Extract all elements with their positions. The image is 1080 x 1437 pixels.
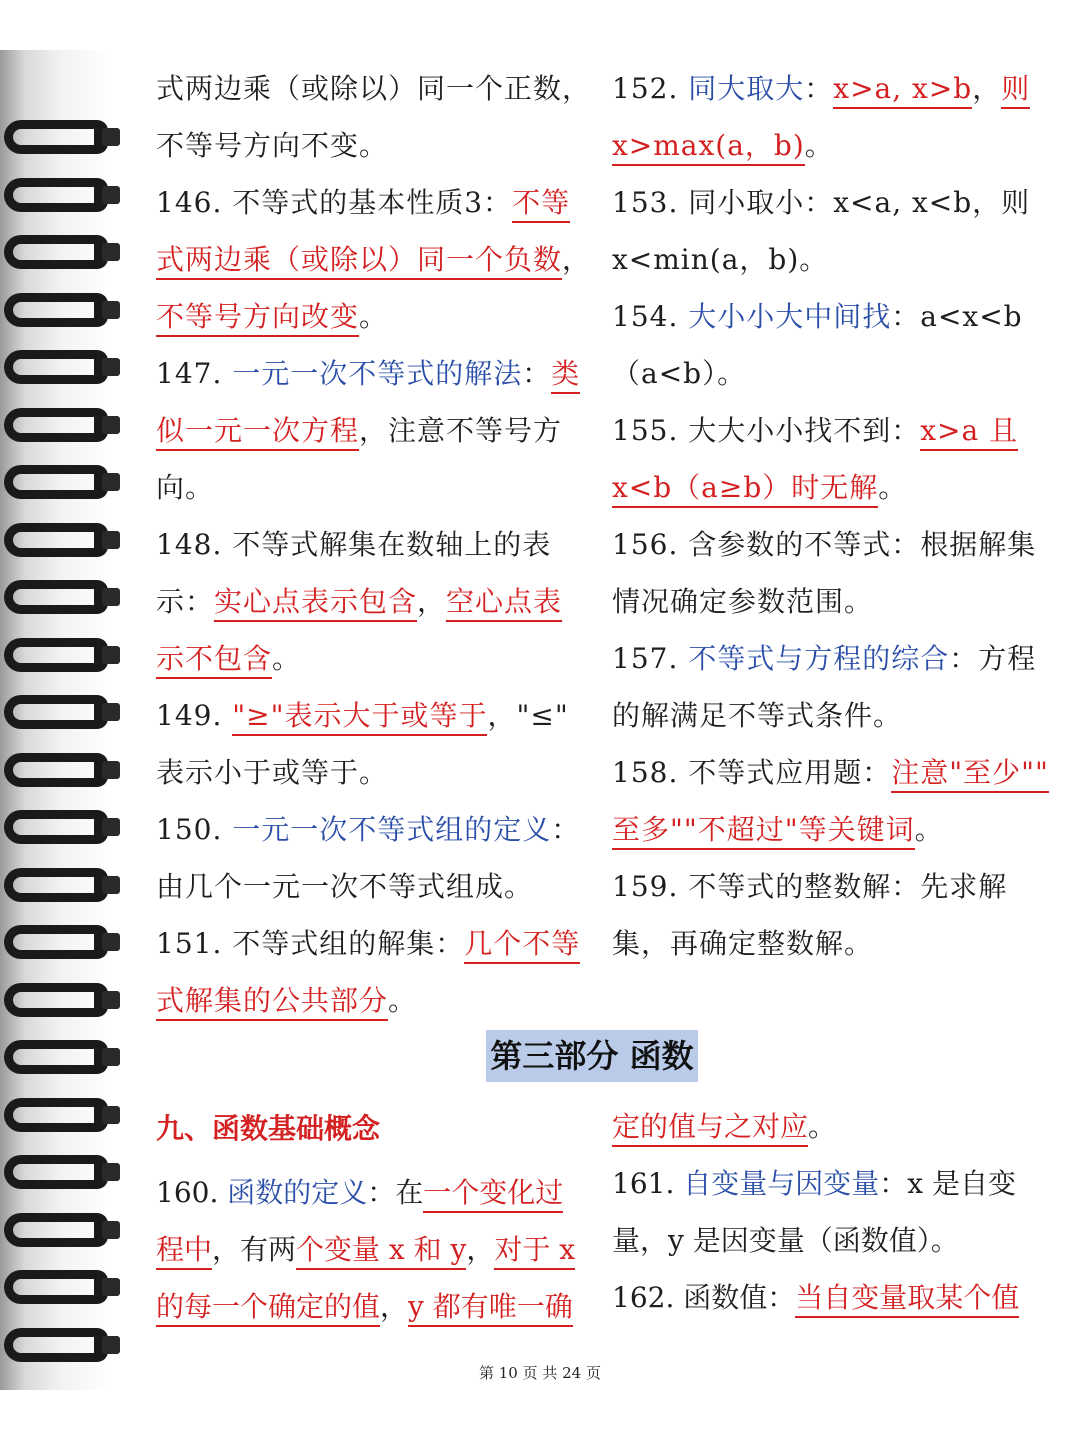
body-text: 向。 (156, 471, 215, 504)
text-line (612, 231, 1032, 288)
ring-loop (4, 120, 108, 154)
text-line (156, 573, 576, 630)
text-line (156, 60, 592, 117)
highlighted-text: 当自变量取某个值 (795, 1281, 1019, 1318)
ring-loop (4, 695, 108, 729)
body-text: 157. (612, 642, 689, 675)
ring-hole (102, 933, 120, 951)
text-line (612, 345, 1032, 402)
text-line (156, 858, 576, 915)
binding-ring (0, 1270, 120, 1310)
body-text: 由几个一元一次不等式组成。 (156, 870, 534, 903)
body-text: 159. 不等式的整数解：先求解 (612, 870, 1008, 903)
highlighted-text: 的每一个确定的值 (156, 1290, 380, 1327)
body-text: 。 (359, 300, 389, 333)
binding-ring (0, 868, 120, 908)
binding-ring (0, 1155, 120, 1195)
key-term: 函数的定义 (227, 1176, 368, 1209)
binding-ring (0, 1213, 120, 1253)
key-term: 自变量与因变量 (683, 1167, 880, 1200)
binding-ring (0, 1098, 120, 1138)
highlighted-text: 至多""不超过"等关键词 (612, 813, 915, 850)
text-line (156, 1278, 576, 1335)
ring-hole (102, 473, 120, 491)
highlighted-text: x>a 且 (920, 414, 1018, 451)
ring-loop (4, 810, 108, 844)
body-text: 。 (388, 984, 418, 1017)
text-line (612, 1098, 1032, 1155)
binding-ring (0, 178, 120, 218)
body-text: 158. 不等式应用题： (612, 756, 892, 789)
text-line (612, 1155, 1032, 1212)
binding-ring (0, 1040, 120, 1080)
body-text: 集，再确定整数解。 (612, 927, 874, 960)
page-footer: 第 10 页 共 24 页 (478, 1364, 601, 1382)
body-text: ，"≤" (487, 699, 569, 732)
text-line (612, 744, 1049, 801)
ring-hole (102, 876, 120, 894)
binding-ring (0, 753, 120, 793)
key-term: 一元一次不等式的解法 (232, 357, 523, 390)
ring-hole (102, 128, 120, 146)
body-text: 。 (878, 471, 908, 504)
body-text: x<min(a，b)。 (612, 243, 829, 276)
body-text: 155. 大大小小找不到： (612, 414, 921, 447)
ring-hole (102, 243, 120, 261)
body-text: ： (551, 813, 581, 846)
highlighted-text: 则 (1001, 72, 1030, 109)
bottom-right-column (612, 1098, 1032, 1326)
text-line (156, 915, 581, 972)
ring-hole (102, 991, 120, 1009)
text-line (612, 117, 1032, 174)
text-line (156, 516, 576, 573)
text-line (156, 345, 581, 402)
ring-loop (4, 1040, 108, 1074)
ring-loop (4, 1155, 108, 1189)
text-line (156, 744, 576, 801)
ring-loop (4, 1213, 108, 1247)
subsection-heading: 九、函数基础概念 (156, 1112, 381, 1145)
highlighted-text: 定的值与之对应 (612, 1110, 808, 1147)
ring-hole (102, 531, 120, 549)
body-text: 情况确定参数范围。 (612, 585, 874, 618)
highlighted-text: 式解集的公共部分 (156, 984, 388, 1021)
ring-hole (102, 1221, 120, 1239)
body-text: 151. 不等式组的解集： (156, 927, 465, 960)
body-text: 。 (808, 1110, 837, 1143)
text-line (612, 858, 1032, 915)
key-term: 大小小大中间找 (688, 300, 892, 333)
section-title: 第三部分 函数 (486, 1030, 698, 1082)
body-text: 162. 函数值： (612, 1281, 796, 1314)
body-text: （a<b）。 (612, 357, 747, 390)
body-text: ，注意不等号方 (359, 414, 563, 447)
body-text: ：方程 (949, 642, 1037, 675)
highlighted-text: 似一元一次方程 (156, 414, 359, 451)
ring-loop (4, 638, 108, 672)
ring-hole (102, 588, 120, 606)
text-line (612, 801, 1032, 858)
text-line (156, 117, 576, 174)
body-text: ：x 是自变 (879, 1167, 1016, 1200)
highlighted-text: 不等 (512, 186, 570, 223)
body-text: 150. (156, 813, 233, 846)
body-text: 。 (914, 813, 944, 846)
ring-loop (4, 408, 108, 442)
text-line (612, 630, 1037, 687)
key-term: 同大取大 (688, 72, 805, 105)
ring-hole (102, 1106, 120, 1124)
text-line (156, 174, 576, 231)
body-text: ：在 (367, 1176, 424, 1209)
highlighted-text: 类 (551, 357, 580, 394)
right-column (612, 60, 1049, 972)
body-text: 表示小于或等于。 (156, 756, 389, 789)
ring-loop (4, 925, 108, 959)
text-line (156, 801, 581, 858)
key-term: 不等式与方程的综合 (688, 642, 950, 675)
text-line (156, 687, 576, 744)
text-line (612, 288, 1032, 345)
binding-ring (0, 925, 120, 965)
text-line (612, 174, 1032, 231)
ring-hole (102, 301, 120, 319)
ring-hole (102, 416, 120, 434)
binding-ring (0, 695, 120, 735)
text-line (612, 573, 1032, 630)
body-text: 量，y 是因变量（函数值）。 (612, 1224, 959, 1257)
binding-ring (0, 235, 120, 275)
highlighted-text: 示不包含 (156, 642, 272, 679)
body-text: 。 (272, 642, 302, 675)
binding-ring (0, 408, 120, 448)
ring-loop (4, 1270, 108, 1304)
text-line (612, 516, 1037, 573)
text-line (156, 1221, 576, 1278)
ring-loop (4, 293, 108, 327)
text-line (612, 459, 1032, 516)
text-line (612, 1269, 1032, 1326)
body-text: 160. (156, 1176, 228, 1209)
highlighted-text: x<b（a≥b）时无解 (612, 471, 878, 508)
highlighted-text: 几个不等 (464, 927, 580, 964)
binding-ring (0, 523, 120, 563)
ring-loop (4, 868, 108, 902)
body-text: 不等号方向不变。 (156, 129, 389, 162)
ring-loop (4, 235, 108, 269)
highlighted-text: 对于 x (494, 1233, 575, 1270)
body-text: 的解满足不等式条件。 (612, 699, 903, 732)
body-text: 148. 不等式解集在数轴上的表 (156, 528, 552, 561)
text-line (156, 972, 576, 1029)
body-text: 156. 含参数的不等式：根据解集 (612, 528, 1037, 561)
body-text: 146. 不等式的基本性质3： (156, 186, 513, 219)
ring-hole (102, 703, 120, 721)
highlighted-text: 空心点表 (446, 585, 562, 622)
ring-hole (102, 1336, 120, 1354)
ring-loop (4, 465, 108, 499)
body-text: 161. (612, 1167, 684, 1200)
ring-loop (4, 523, 108, 557)
body-text: 式两边乘（或除以）同一个正数， (156, 72, 592, 105)
text-line (612, 687, 1032, 744)
bottom-left-column (156, 1164, 576, 1335)
highlighted-text: x>a, x>b (833, 72, 972, 109)
body-text: ， (466, 1233, 495, 1266)
left-column (156, 60, 592, 1029)
text-line (612, 402, 1032, 459)
ring-loop (4, 1328, 108, 1362)
ring-hole (102, 1278, 120, 1296)
text-line (156, 402, 576, 459)
body-text: ， (562, 243, 592, 276)
ring-hole (102, 1048, 120, 1066)
highlighted-text: 式两边乘（或除以）同一个负数 (156, 243, 562, 280)
ring-hole (102, 646, 120, 664)
ring-loop (4, 580, 108, 614)
spiral-binding (0, 50, 132, 1390)
highlighted-text: 个变量 x 和 y (296, 1233, 466, 1270)
binding-ring (0, 120, 120, 160)
text-line (156, 630, 576, 687)
text-line (156, 1164, 576, 1221)
body-text: 152. (612, 72, 689, 105)
highlighted-text: "≥"表示大于或等于 (232, 699, 487, 736)
body-text: ， (417, 585, 447, 618)
binding-ring (0, 580, 120, 620)
binding-ring (0, 983, 120, 1023)
body-text: 。 (804, 129, 834, 162)
ring-loop (4, 178, 108, 212)
key-term: 一元一次不等式组的定义 (232, 813, 552, 846)
ring-hole (102, 1163, 120, 1181)
body-text: ：a<x<b (891, 300, 1023, 333)
body-text: ， (380, 1290, 409, 1323)
text-line (612, 915, 1032, 972)
ring-hole (102, 186, 120, 204)
ring-loop (4, 1098, 108, 1132)
ring-hole (102, 761, 120, 779)
body-text: ，有两 (212, 1233, 297, 1266)
highlighted-text: 实心点表示包含 (214, 585, 417, 622)
binding-ring (0, 810, 120, 850)
ring-hole (102, 818, 120, 836)
body-text: 示： (156, 585, 215, 618)
body-text: ： (804, 72, 834, 105)
text-line (156, 288, 576, 345)
body-text: 147. (156, 357, 233, 390)
text-line (156, 231, 592, 288)
text-line (612, 1212, 1032, 1269)
highlighted-text: 程中 (156, 1233, 212, 1270)
body-text: 154. (612, 300, 689, 333)
binding-ring (0, 293, 120, 333)
ring-loop (4, 983, 108, 1017)
binding-ring (0, 465, 120, 505)
highlighted-text: 一个变化过 (423, 1176, 563, 1213)
highlighted-text: y 都有唯一确 (408, 1290, 573, 1327)
body-text: 149. (156, 699, 233, 732)
body-text: ， (972, 72, 1002, 105)
highlighted-text: x>max(a，b) (612, 129, 805, 166)
ring-loop (4, 350, 108, 384)
binding-ring (0, 638, 120, 678)
ring-hole (102, 358, 120, 376)
binding-ring (0, 350, 120, 390)
body-text: 153. 同小取小：x<a, x<b，则 (612, 186, 1031, 219)
text-line (156, 459, 576, 516)
highlighted-text: 不等号方向改变 (156, 300, 359, 337)
ring-loop (4, 753, 108, 787)
text-line (612, 60, 1032, 117)
body-text: ： (522, 357, 552, 390)
highlighted-text: 注意"至少"" (891, 756, 1049, 793)
